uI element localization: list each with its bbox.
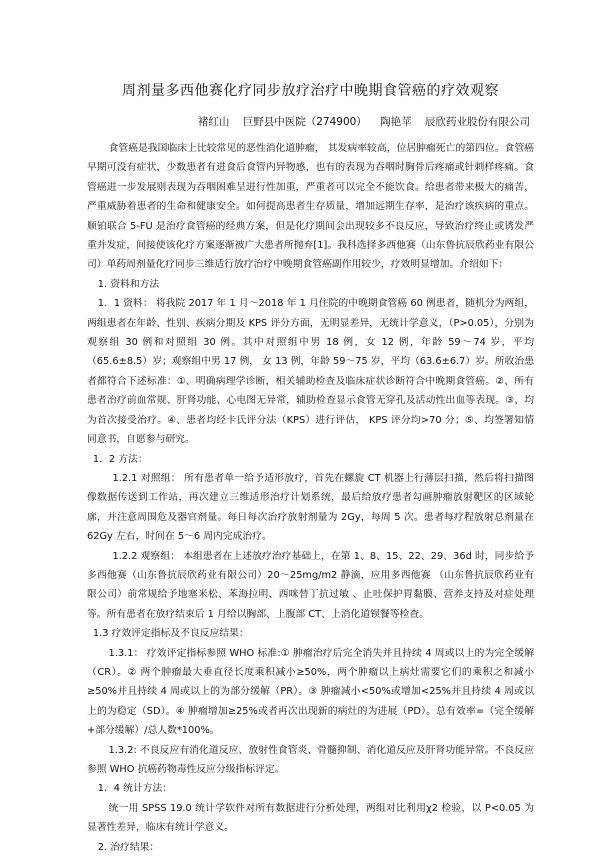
- materials-paragraph: 1．1 资料： 将我院 2017 年 1 月～2018 年 1 月住院的中晚期食管癌 60 例患者，随机分为两组，两组患者在年龄、性别、疾病分期及 KPS 评分方面，无明显差异，无统计学意义，（P>0.05），分别为观察组 30 例和对照组 30 例。其中对照组中男 18 例，女 12 例，年龄 59～74 岁，平均（65.6±8.5）岁；观察组中男 17 例， 女 13 例，年龄 59～75 岁，平均（63.6±6.7）岁。所收治患者都符合下述标准：①、明确病理学诊断，相关辅助检查及临床症状诊断符合中晚期食管癌。②、所有患者治疗前血常规、肝肾功能、心电图无异常，辅助检查显示食管无穿孔及活动性出血等表现。③、均为首次接受治疗。④、患者均经卡氏评分法（KPS）进行评估， KPS 评分均>70 分；⑤、均签署知情同意书，自愿参与研究。: [87, 298, 534, 446]
- subsection-heading: 1．4 统计方法：: [97, 783, 173, 795]
- efficacy-criteria-paragraph: 1.3.1： 疗效评定指标参照 WHO 标准:① 肿瘤治疗后完全消失并且持续 4 周或以上的为完全缓解（CR）。② 两个肿瘤最大垂直径长度乘积减小≥50%，两个肿瘤以上病灶需要它们的乘积之和减小≥50%并且持续 4 周或以上的为部分缓解（PR）。③ 肿瘤减小<50%或增加<25%并且持续 4 周或以上的为稳定（SD）。④ 肿瘤增加≥25%或者再次出现新的病灶的为进展（PD）。总有效率=（完全缓解+部分缓解）/总人数*100%。: [87, 647, 534, 737]
- section-heading: 1. 资料和方法: [97, 278, 160, 290]
- author-name: 褚红山: [197, 116, 230, 128]
- adverse-reaction-paragraph: 1.3.2: 不良反应有消化道反应、放射性食管炎、骨髓抑制、消化道反应及肝肾功能异常。不良反应参照 WHO 抗癌药物毒性反应分级指标评定。: [87, 744, 534, 775]
- observation-group-paragraph: 1.2.2 观察组： 本组患者在上述放疗治疗基础上，在第 1、8、15、22、29、36d 时，同步给予多西他赛（山东鲁抗辰欣药业有限公司）20～25mg/m2 静滴，应用多西他赛 （山东鲁抗辰欣药业有限公司）前常规给予地塞米松、苯海拉明、西咪替丁抗过敏 、止吐保护胃黏膜、营养支持及对症处理等。所有患者在放疗结束后 1 月给以胸部、上腹部 CT、上消化道钡餐等检查。: [87, 550, 534, 620]
- author-affiliation: 辰欣药业股份有限公司: [425, 116, 530, 128]
- author-line: [87, 114, 534, 129]
- intro-paragraph: 食管癌是我国临床上比较常见的恶性消化道肿瘤， 其发病率较高，位居肿瘤死亡的第四位。食管癌早期可没有症状，少数患者有进食后食管内异物感，也有的表现为吞咽时胸骨后疼痛或针刺样疼痛。食管癌进一步发展则表现为吞咽困难呈进行性加重，严重者可以完全不能饮食。给患者带来极大的痛苦，严重威胁着患者的生命和健康安全。如何提高患者生存质量，增加远期生存率，是治疗该疾病的重点。顺铂联合 5-FU 是治疗食管癌的经典方案，但是化疗期间会出现较多不良反应，导致治疗终止或诱发严重并发症，间接使该化疗方案逐渐被广大患者所抛弃[1]。我科选择多西他赛（山东鲁抗辰欣药业有限公司）单药周剂量化疗同步三维适行放疗治疗中晚期食管癌副作用较少，疗效明显增加。介绍如下：: [87, 143, 534, 271]
- author-affiliation: 巨野县中医院（274900）: [242, 116, 367, 128]
- section-heading: 2. 治疗结果：: [97, 841, 160, 853]
- paper-title: 周剂量多西他赛化疗同步放疗治疗中晚期食管癌的疗效观察: [122, 83, 499, 99]
- subsection-heading: 1.3 疗效评定指标及不良反应结果：: [92, 628, 249, 640]
- control-group-paragraph: 1.2.1 对照组： 所有患者单一给予适形放疗，首先在螺旋 CT 机器上行薄层扫描，然后将扫描图像数据传送到工作站，再次建立三维适形治疗计划系统，最后给放疗患者勾画肿瘤放射靶区的区域轮廓，并注意周围危及器官剂量。每日每次治疗放射剂量为 2Gy，每周 5 次。患者每疗程放射总剂量在 62Gy 左右，时间在 5～6 周内完成治疗。: [87, 472, 534, 543]
- subsection-heading: 1．2 方法：: [92, 453, 148, 465]
- author-name: 陶艳苹: [380, 116, 412, 128]
- statistics-paragraph: 统一用 SPSS 19.0 统计学软件对所有数据进行分析处理，两组对比利用χ2 检验，以 P<0.05 为显著性差异，临床有统计学意义。: [87, 802, 534, 834]
- paper-body: [87, 139, 534, 857]
